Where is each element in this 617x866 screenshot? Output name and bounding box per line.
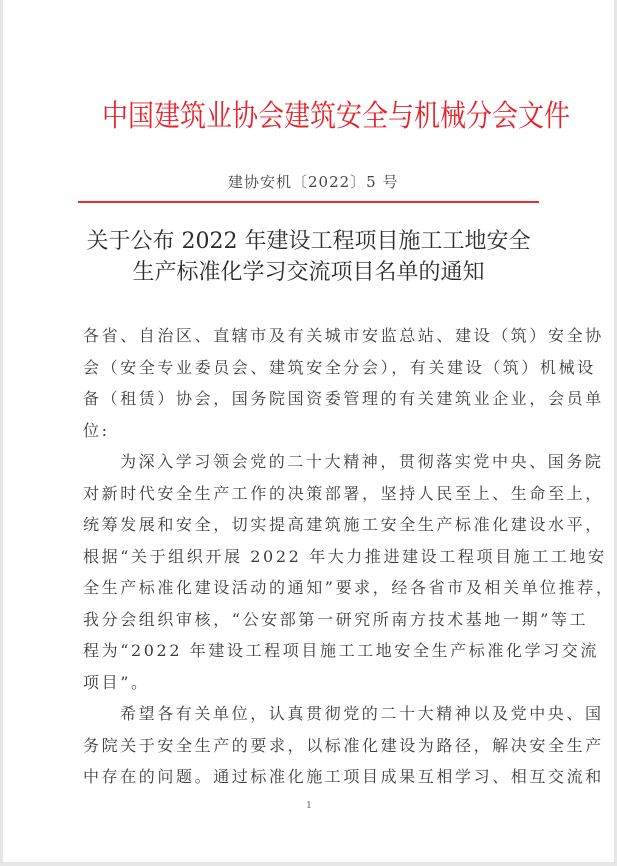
- body-line: 项目”。: [83, 672, 150, 692]
- body-line: 我分会组织审核，“公安部第一研究所南方技术基地一期”等工: [83, 609, 589, 629]
- body-line: 程为“2022 年建设工程项目施工工地安全生产标准化学习交流: [83, 641, 599, 660]
- body-line: 为深入学习领会党的二十大精神，贯彻落实党中央、国务院: [120, 452, 604, 471]
- body-line: 根据“关于组织开展 2022 年大力推进建设工程项目施工工地安: [83, 546, 607, 566]
- document-body: [83, 320, 615, 793]
- body-line: 统筹发展和安全，切实提高建筑施工安全生产标准化建设水平，: [83, 515, 604, 534]
- body-line: 对新时代安全生产工作的决策部署，坚持人民至上、生命至上，: [83, 483, 604, 503]
- page-number: 1: [306, 801, 312, 811]
- body-line: 备（租赁）协会，国务院国资委管理的有关建筑业企业，会员单: [83, 389, 604, 408]
- document-title: [43, 226, 574, 288]
- body-line: 全生产标准化建设活动的通知”要求，经各省市及相关单位推荐，: [83, 578, 615, 597]
- body-line: 各省、自治区、直辖市及有关城市安监总站、建设（筑）安全协: [83, 326, 604, 345]
- red-divider-rule: [78, 201, 539, 203]
- body-line: 务院关于安全生产的要求，以标准化建设为路径，解决安全生产: [83, 735, 604, 755]
- body-line: 会（安全专业委员会、建筑安全分会），有关建设（筑）机械设: [83, 357, 596, 377]
- title-line: 生产标准化学习交流项目名单的通知: [132, 260, 485, 285]
- title-line: 关于公布 2022 年建设工程项目施工工地安全: [86, 229, 531, 254]
- body-line: 位:: [83, 420, 110, 440]
- issuer-header: 中国建筑业协会建筑安全与机械分会文件: [102, 99, 571, 135]
- document-page: [3, 0, 614, 862]
- body-line: 中存在的问题。通过标准化施工项目成果互相学习、相互交流和: [83, 767, 604, 786]
- body-line: 希望各有关单位，认真贯彻党的二十大精神以及党中央、国: [120, 704, 604, 723]
- document-number: 建协安机〔2022〕5 号: [228, 173, 399, 191]
